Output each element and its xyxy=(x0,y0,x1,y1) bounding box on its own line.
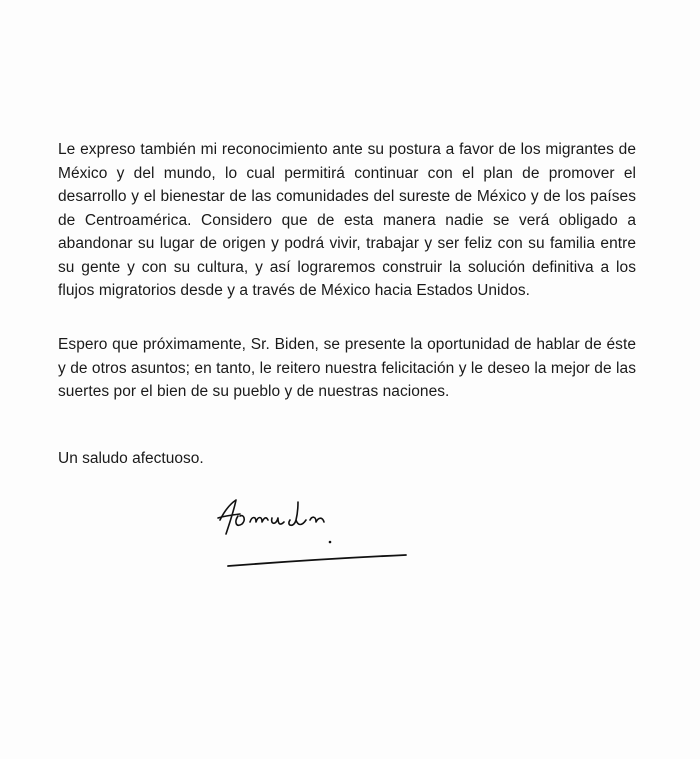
letter-closing: Un saludo afectuoso. xyxy=(58,450,204,467)
signature-icon xyxy=(210,482,420,577)
letter-paragraph-1: Le expreso también mi reconocimiento ante su postura a favor de los migrantes de México y del mundo, lo cual permitirá continuar con el plan de promover el desarrollo y el bienestar de las comunidades del sureste de México y de los países de Centroamérica. Considero que de esta manera nadie se verá obligado a abandonar su lugar de origen y podrá vivir, trabajar y ser feliz con su familia entre su gente y con su cultura, y así lograremos construir la solución definitiva a los flujos migratorios desde y a través de México hacia Estados Unidos. xyxy=(58,141,636,299)
letter-paragraph-2: Espero que próximamente, Sr. Biden, se presente la oportunidad de hablar de éste y de otros asuntos; en tanto, le reitero nuestra felicitación y le deseo la mejor de las suertes por el bien de su pueblo y de nuestras naciones. xyxy=(58,336,636,400)
